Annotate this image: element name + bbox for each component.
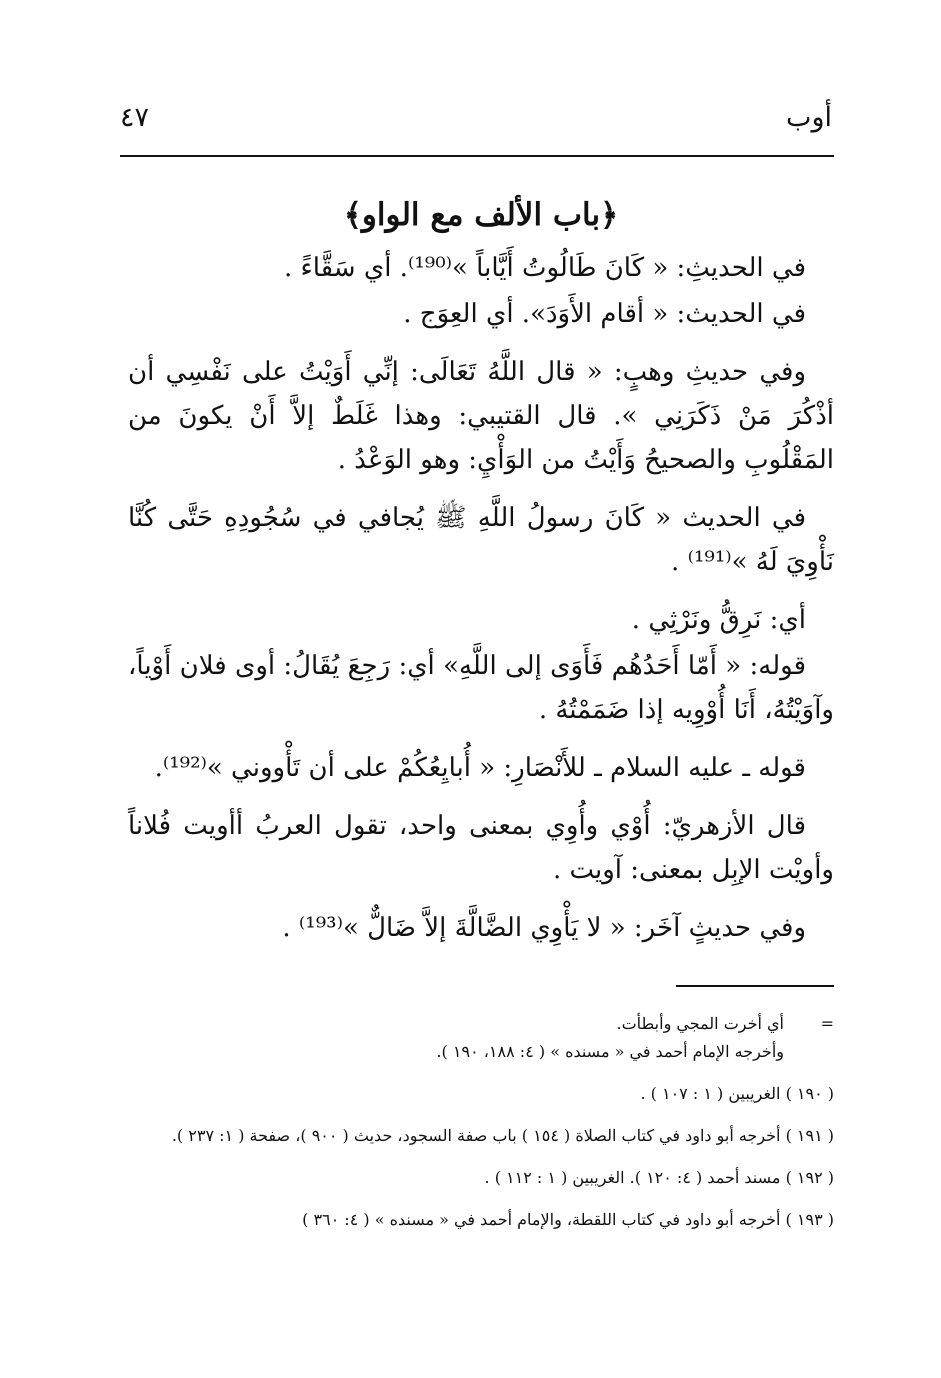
footnote-continuation-text: أي أخرت المجي وأبطأت. — [616, 1014, 784, 1033]
footnote-continuation — [134, 1010, 834, 1066]
footnote: ( ١٩١ ) أخرجه أبو داود في كتاب الصلاة ( ١٥٤ ) باب صفة السجود، حديث ( ٩٠٠ )، صفحة ( ١: ٢٣٧ ). — [171, 1126, 834, 1145]
header-rule — [120, 155, 834, 157]
page-header — [120, 96, 832, 146]
footnotes — [134, 1010, 834, 1248]
main-text — [128, 190, 834, 964]
footnote: ( ١٩٢ ) مسند أحمد ( ٤: ١٢٠ ). الغريبين ( ١ : ١١٢ ) . — [484, 1168, 834, 1187]
paragraph: وفي حديثِ وهبٍ: « قال اللَّهُ تَعَالَى: إنِّي أَوَيْتُ على نَفْسِي أن أذْكُرَ مَنْ ذَكَرَنِي ». قال القتيبي: وهذا غَلَطٌ إلاَّ أَنْ يكونَ من المَقْلُوبِ والصحيحُ وَأَيْتُ من الوَأْيِ: وهو الوَعْدُ . — [128, 357, 834, 475]
paragraph: قوله ـ عليه السلام ـ للأَنْصَارِ: « أُبايِعُكُمْ على أن تَأْووني »⁽¹⁹²⁾. — [154, 753, 806, 783]
continuation-marker: = — [820, 1014, 834, 1033]
paragraph: في الحديث « كَانَ رسولُ اللَّهِ ﷺ يُجافي في سُجُودِهِ حَتَّى كُنَّا نَأْوِيَ لَهُ »⁽¹⁹¹⁾ . — [128, 503, 834, 577]
footnote: ( ١٩٠ ) الغريبين ( ١ : ١٠٧ ) . — [640, 1084, 834, 1103]
paragraph: في الحديثِ: « كَانَ طَالُوتُ أَيَّاباً »⁽¹⁹⁰⁾. أي سَقَّاءً . — [283, 253, 806, 283]
chapter-title: ﴿باب الألف مع الواو﴾ — [343, 197, 619, 233]
paragraph: قال الأزهريّ: أُوْي وأُوِي بمعنى واحد، تقول العربُ أأويت فُلاناً وأويْت الإبِل بمعنى: آويت . — [128, 811, 834, 885]
footnote-continuation-line: وأخرجه الإمام أحمد في « مسنده » ( ٤: ١٨٨، ١٩٠ ). — [436, 1042, 784, 1061]
paragraph: وفي حديثٍ آخَر: « لا يَأْوِي الضَّالَّةَ إلاَّ ضَالٌّ »⁽¹⁹³⁾ . — [282, 913, 806, 943]
footnote-rule — [676, 985, 834, 987]
paragraph: قوله: « أَمّا أَحَدُهُم فَأَوَى إلى اللَّهِ» أي: رَجِعَ يُقَالُ: أوى فلان أَوْياً، وآوَيْتُهُ، أَنَا أُوْوِيه إذا ضَمَمْتُهُ . — [128, 651, 834, 725]
paragraph: أي: نَرِقُّ ونَرْثِي . — [631, 605, 806, 635]
footnote: ( ١٩٣ ) أخرجه أبو داود في كتاب اللقطة، والإمام أحمد في « مسنده » ( ٤: ٣٦٠ ) — [302, 1210, 834, 1229]
running-head: أوب — [786, 102, 832, 133]
paragraph: في الحديث: « أقام الأَوَدَ». أي العِوَج . — [403, 299, 806, 329]
page-number: ٤٧ — [120, 102, 150, 133]
footnote-continuation-line — [134, 1010, 834, 1038]
